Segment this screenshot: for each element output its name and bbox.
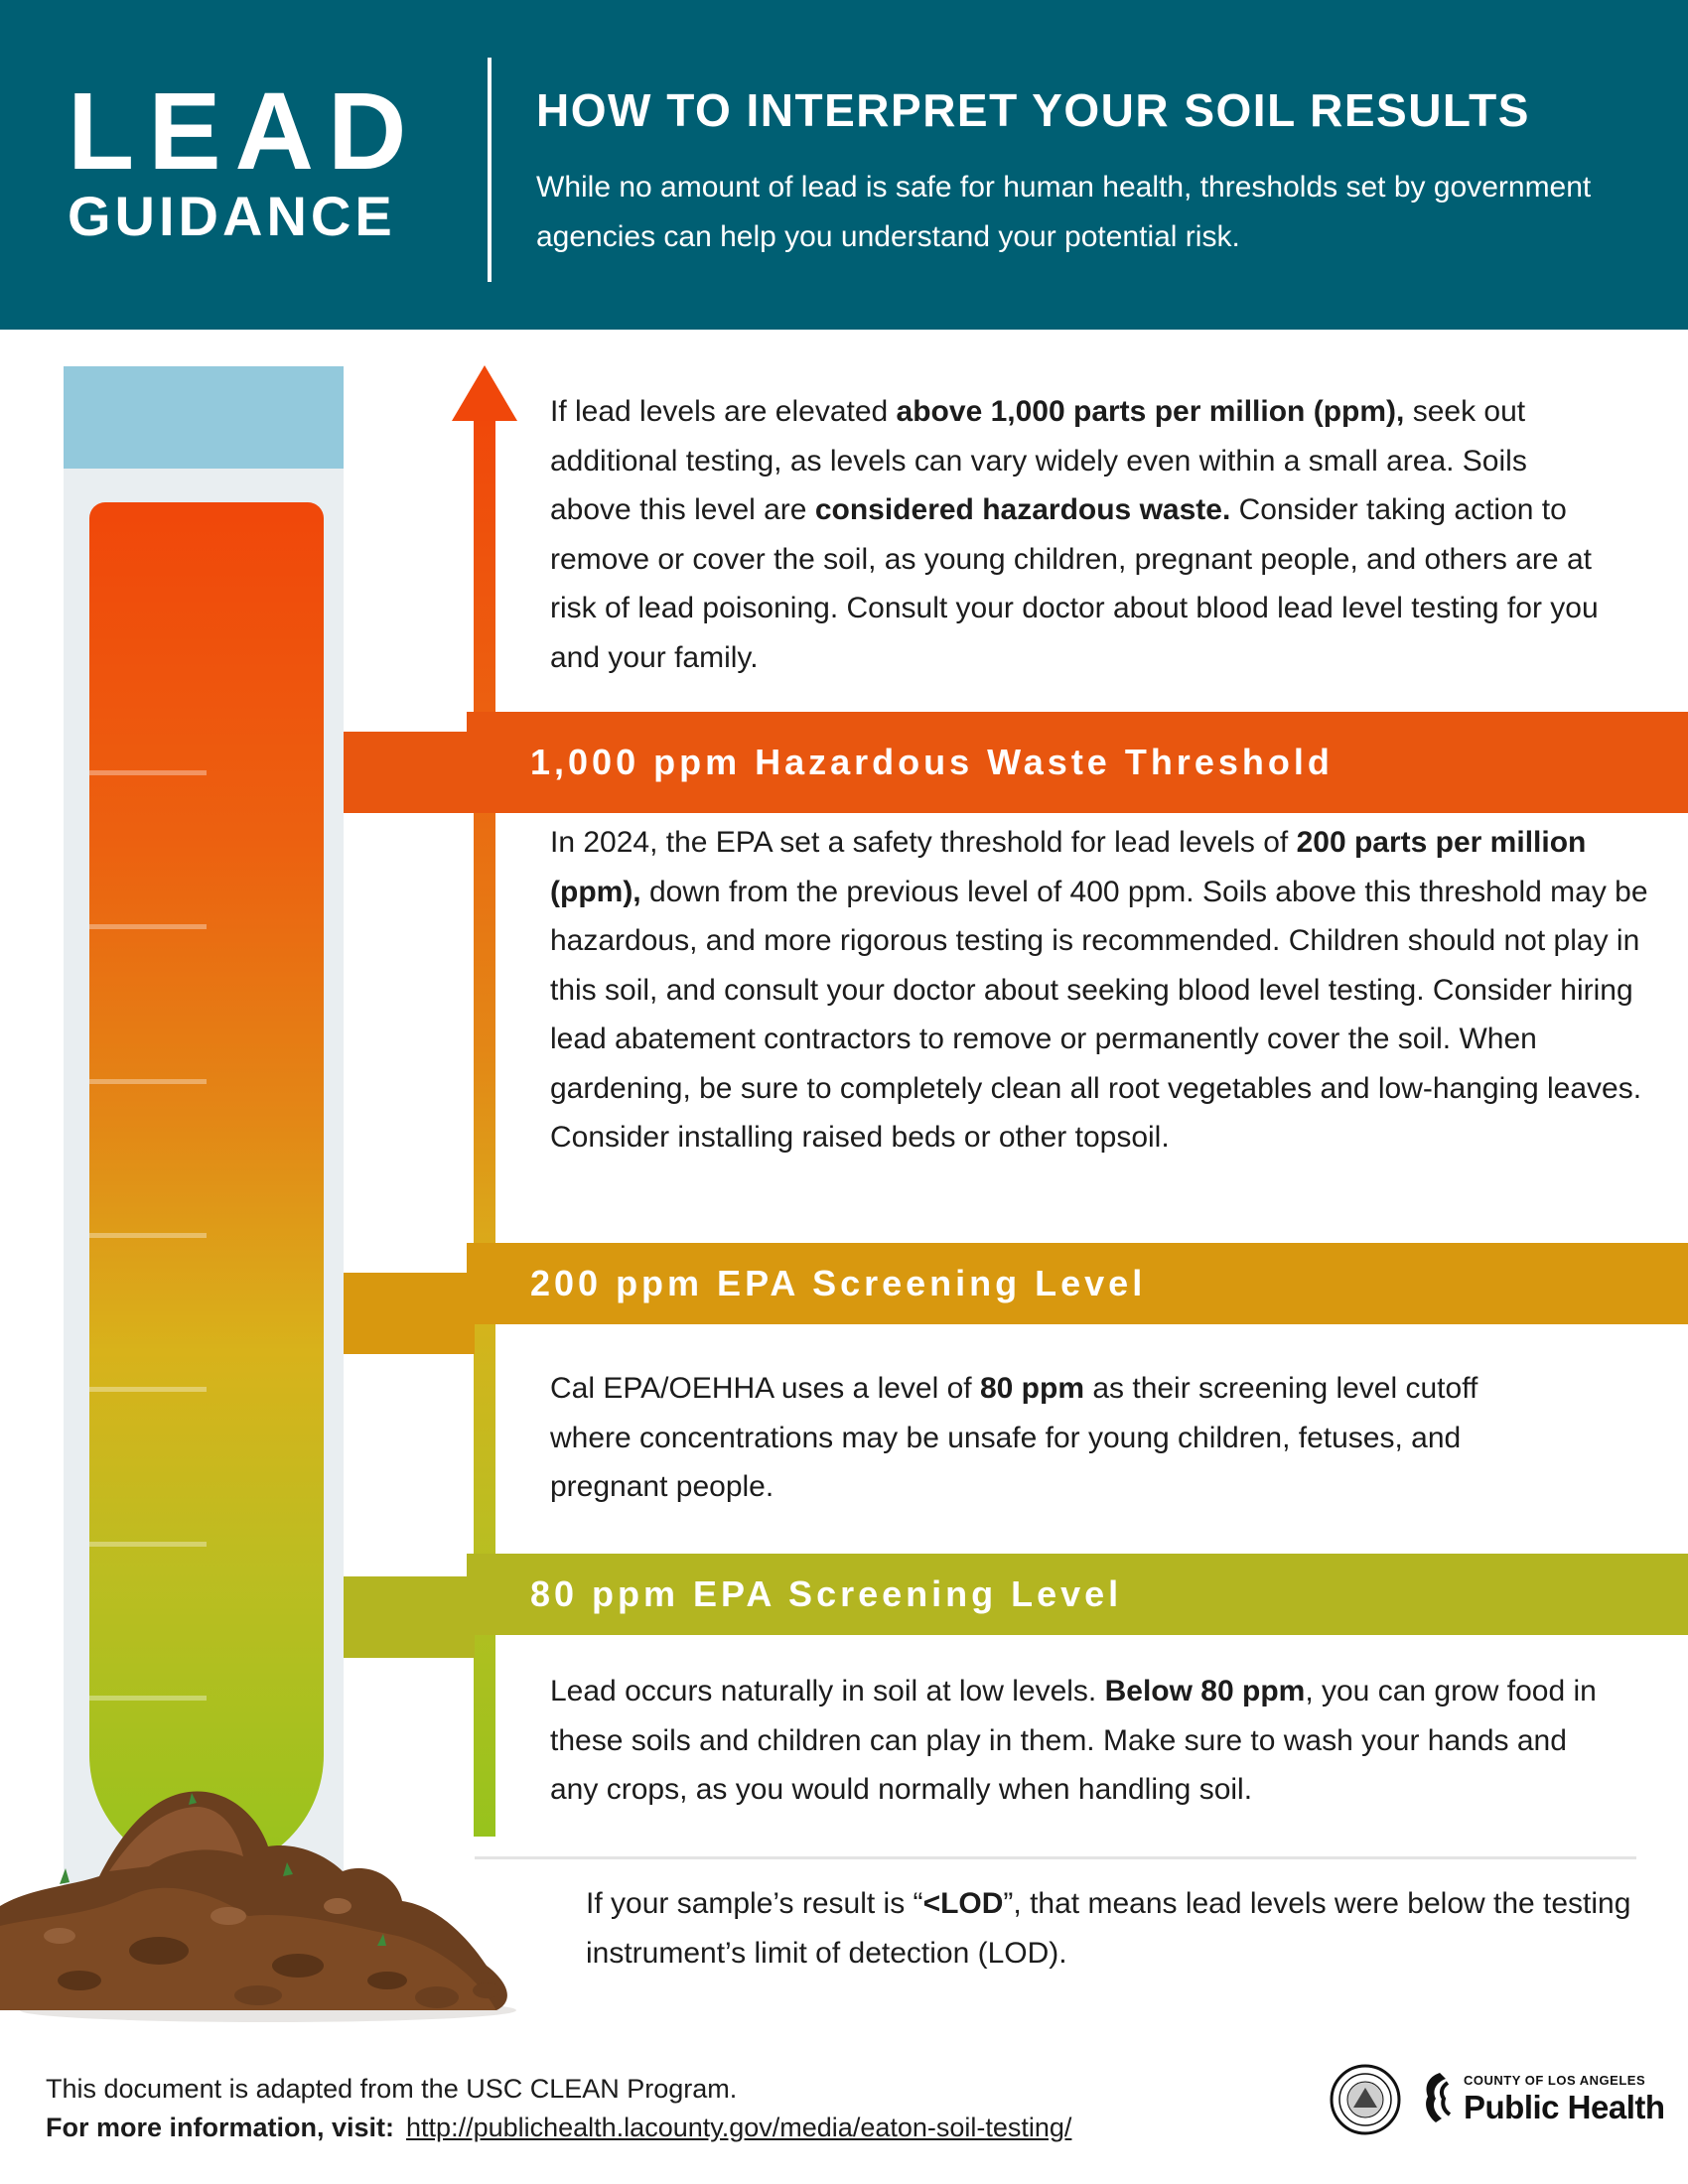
guidance-title: GUIDANCE [68,185,396,247]
connector-1000 [344,732,475,813]
soil-pile-icon [0,1777,576,2035]
footer-url-link[interactable]: http://publichealth.lacounty.gov/media/eaton-soil-testing/ [406,2113,1072,2142]
header-banner [0,0,1688,330]
lead-title: LEAD [68,70,421,193]
gauge-tick [89,770,207,775]
below-80-text: Lead occurs naturally in soil at low levels. Below 80 ppm, you can grow food in these soils and children can play in them. Make sure to wash your hands and any crops, as you would normally when handling soil. [550,1675,1597,1806]
section-divider [475,1856,1636,1859]
logo-county-text: COUNTY OF LOS ANGELES [1464,2073,1646,2088]
gauge-tick [89,1079,207,1084]
gauge-tick [89,1387,207,1392]
band-200-epa [467,1243,1688,1324]
page-subtitle: While no amount of lead is safe for human health, thresholds set by government agencies can help you understand your potential risk. [536,171,1592,253]
connector-200 [344,1273,475,1354]
footer-source: This document is adapted from the USC CLEAN Program. [46,2074,738,2104]
page-title: HOW TO INTERPRET YOUR SOIL RESULTS [536,84,1530,136]
scale-arrow-head-icon [452,365,517,421]
county-seal-icon [1329,2063,1402,2136]
80-to-200-text: Cal EPA/OEHHA uses a level of 80 ppm as their screening level cutoff where concentrations may be unsafe for young children, fetuses, and pregnant people. [550,1372,1478,1503]
gauge-fill [89,502,324,1872]
gauge-tick [89,1233,207,1238]
200-to-1000-text: In 2024, the EPA set a safety threshold for lead levels of 200 parts per million (ppm), down from the previous level of 400 ppm. Soils above this threshold may be hazardous, and more rigorous testing is recommended. Children should not play in this soil, and consult your doctor about seeking blood level testing. Consider hiring lead abatement contractors to remove or permanently cover the soil. When gardening, be sure to completely clean all root vegetables and low-hanging leaves. Consider installing raised beds or other topsoil. [550,826,1648,1154]
gauge-tick [89,1542,207,1547]
band-1000-hazardous [467,712,1688,813]
gauge-tick [89,924,207,929]
public-health-logo-icon [1418,2069,1462,2128]
band-80-epa [467,1554,1688,1635]
logo-public-health-text: Public Health [1464,2089,1665,2125]
band-label: 1,000 ppm Hazardous Waste Threshold [530,742,1334,782]
header-divider [488,58,492,282]
gauge-tick [89,1696,207,1701]
connector-80 [344,1576,475,1658]
tube-cap [64,366,344,469]
footer-more-info: For more information, visit: http://publichealth.lacounty.gov/media/eaton-soil-testing/ [46,2113,1072,2142]
lod-note: If your sample’s result is “<LOD”, that means lead levels were below the testing instrument’s limit of detection (LOD). [586,1887,1631,1970]
band-label: 200 ppm EPA Screening Level [530,1263,1147,1303]
above-1000-text: If lead levels are elevated above 1,000 parts per million (ppm), seek out additional testing, as levels can vary widely even within a small area. Soils above this level are considered hazardous waste. Consider taking action to remove or cover the soil, as young children, pregnant people, and others are at risk of lead poisoning. Consult your doctor about blood lead level testing for you and your family. [550,395,1599,674]
band-label: 80 ppm EPA Screening Level [530,1573,1123,1614]
